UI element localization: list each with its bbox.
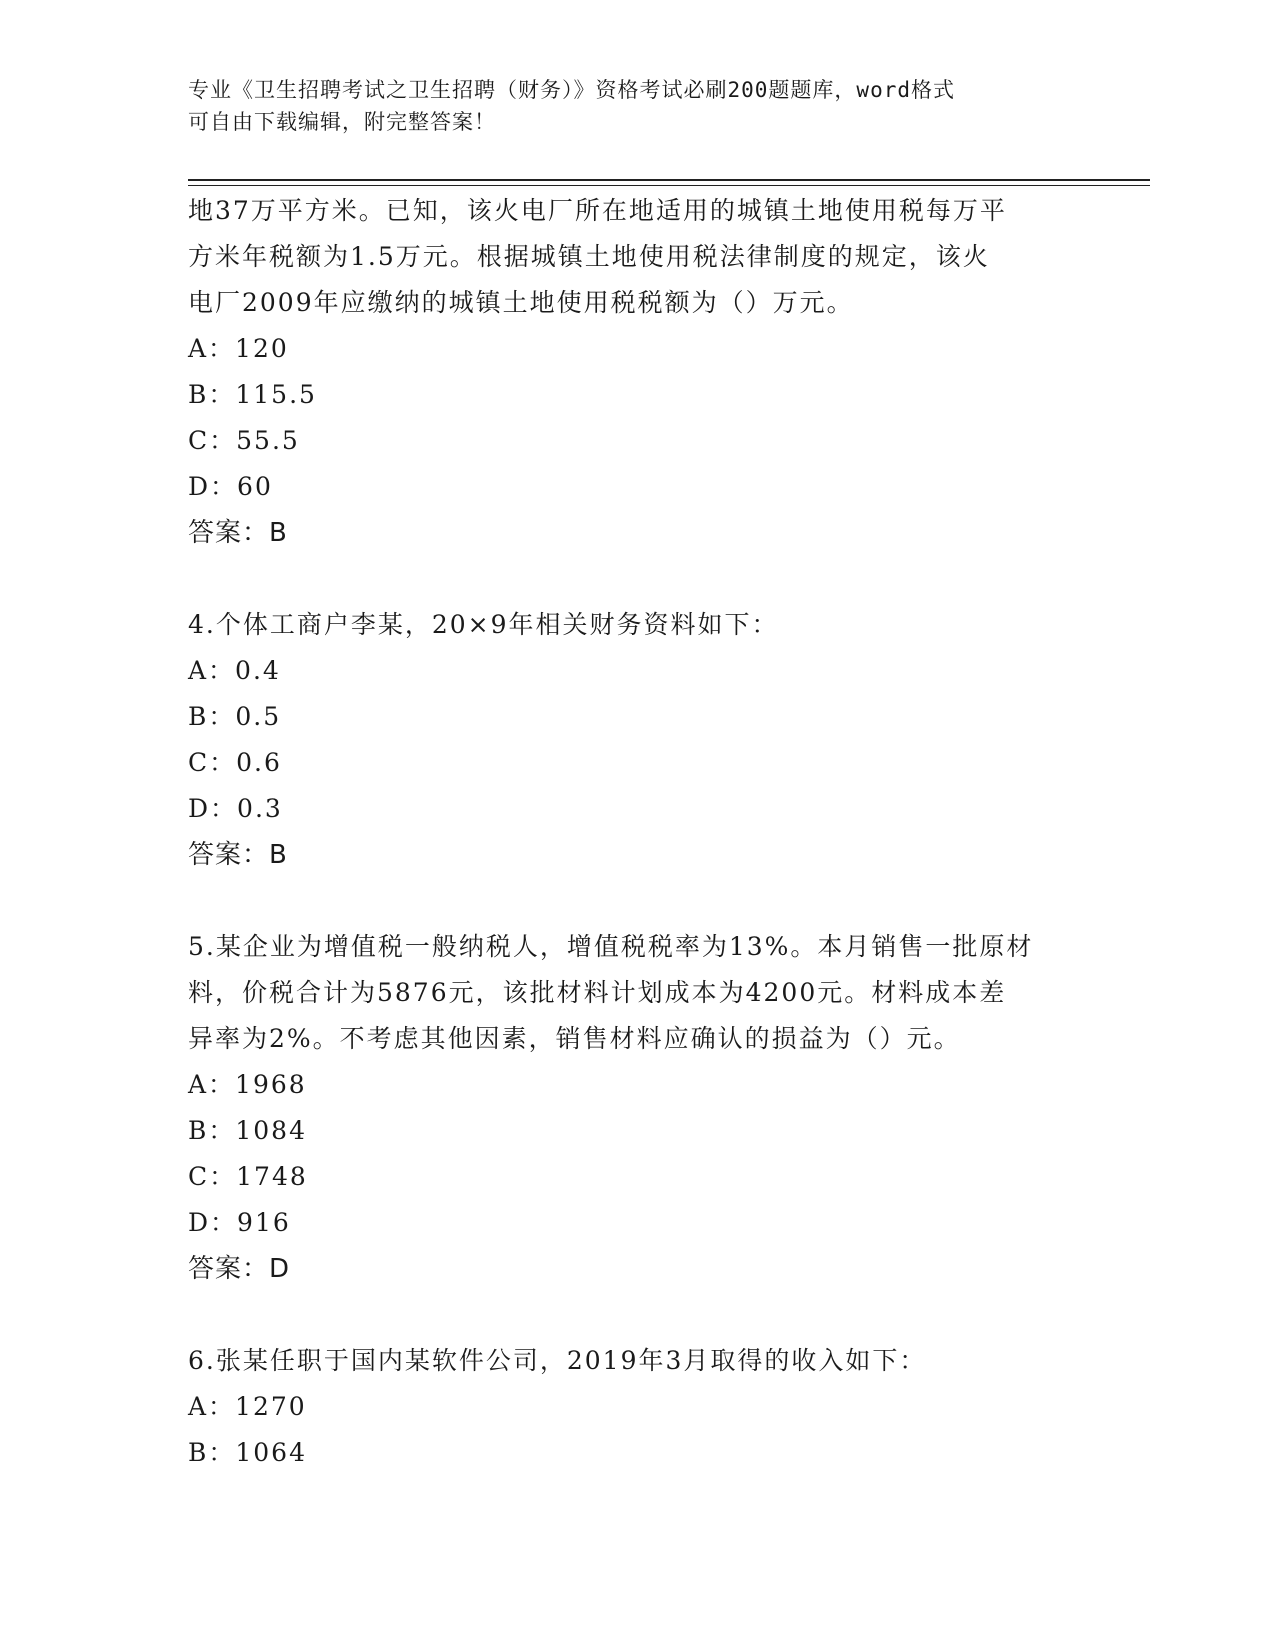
question-text-line: 电厂2009年应缴纳的城镇土地使用税税额为（）万元。: [188, 288, 854, 317]
header-divider-thin: [188, 185, 1150, 186]
question-text-line: 方米年税额为1.5万元。根据城镇土地使用税法律制度的规定，该火: [188, 242, 990, 271]
option-b: B：1084: [188, 1116, 307, 1145]
option-b: B：115.5: [188, 380, 317, 409]
header-divider-thick: [188, 179, 1150, 181]
option-b: B：1064: [188, 1438, 307, 1467]
question-3: [188, 188, 1088, 556]
spacer: [188, 878, 1088, 924]
spacer: [188, 556, 1088, 602]
answer-label: 答案：D: [188, 1254, 291, 1284]
answer-label: 答案：B: [188, 518, 288, 548]
question-text-line: 4.个体工商户李某，20×9年相关财务资料如下：: [188, 610, 779, 639]
question-5: [188, 924, 1088, 1292]
document-header: [188, 74, 1088, 138]
option-d: D：916: [188, 1208, 291, 1237]
option-a: A：1968: [188, 1070, 307, 1099]
option-c: C：1748: [188, 1162, 308, 1191]
option-c: C：0.6: [188, 748, 282, 777]
question-6: [188, 1338, 1088, 1476]
header-line-1: 专业《卫生招聘考试之卫生招聘（财务）》资格考试必刷200题题库，word格式: [188, 78, 955, 102]
spacer: [188, 1292, 1088, 1338]
question-list: [188, 188, 1088, 1476]
question-text-line: 异率为2%。不考虑其他因素，销售材料应确认的损益为（）元。: [188, 1024, 961, 1053]
option-b: B：0.5: [188, 702, 282, 731]
question-4: [188, 602, 1088, 878]
question-text-line: 地37万平方米。已知，该火电厂所在地适用的城镇土地使用税每万平: [188, 196, 1007, 225]
option-a: A：1270: [188, 1392, 307, 1421]
option-a: A：120: [188, 334, 289, 363]
question-text-line: 6.张某任职于国内某软件公司，2019年3月取得的收入如下：: [188, 1346, 927, 1375]
option-a: A：0.4: [188, 656, 281, 685]
option-d: D：60: [188, 472, 273, 501]
option-c: C：55.5: [188, 426, 300, 455]
answer-label: 答案：B: [188, 840, 288, 870]
header-line-2: 可自由下载编辑，附完整答案！: [188, 110, 496, 134]
option-d: D：0.3: [188, 794, 283, 823]
question-text-line: 5.某企业为增值税一般纳税人，增值税税率为13%。本月销售一批原材: [188, 932, 1034, 961]
question-text-line: 料，价税合计为5876元，该批材料计划成本为4200元。材料成本差: [188, 978, 1007, 1007]
